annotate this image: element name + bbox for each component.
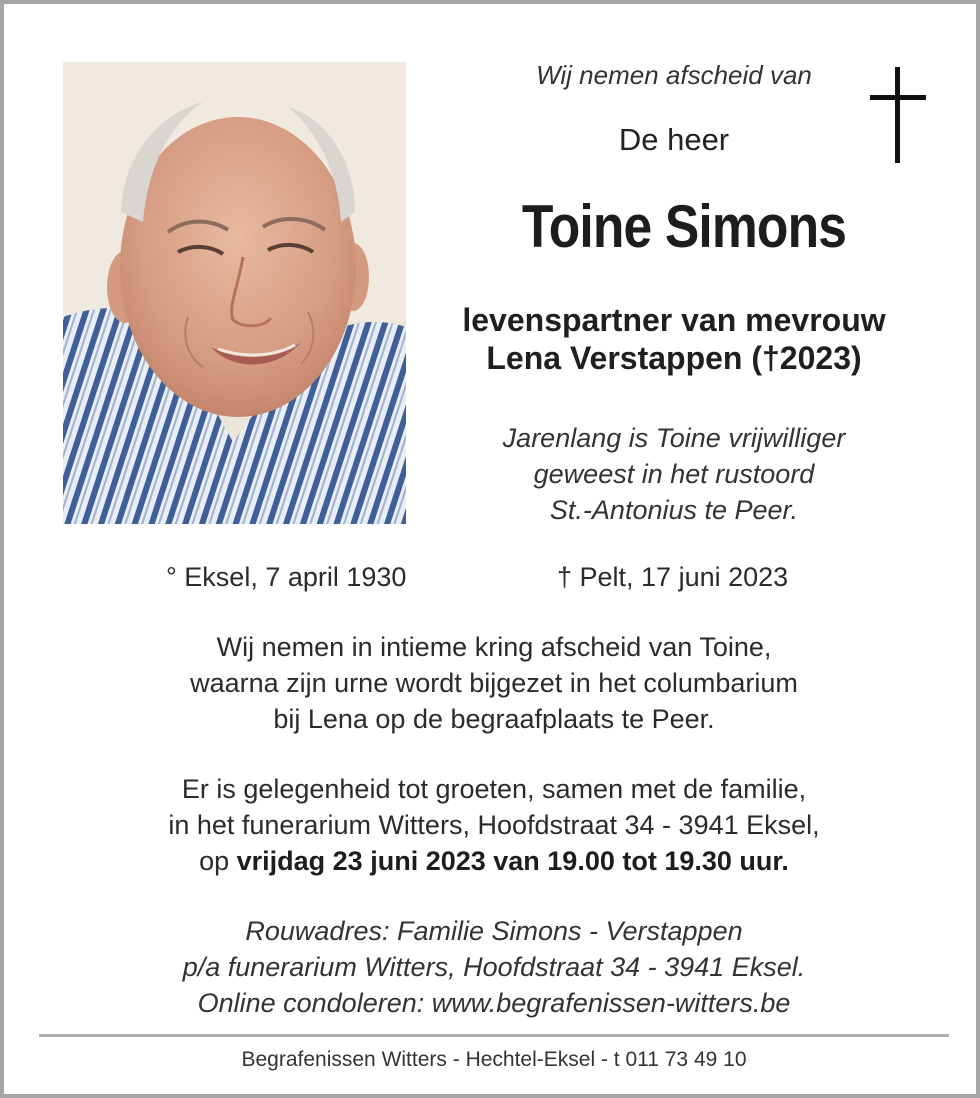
intro-text: Wij nemen afscheid van (536, 60, 812, 90)
portrait-photo (63, 62, 406, 524)
volunteer-note (434, 420, 914, 528)
visitation-line: Er is gelegenheid tot groeten, samen met de familie, (181, 774, 807, 804)
footer-divider (39, 1034, 949, 1037)
condolence-link[interactable]: Online condoleren: www.begrafenissen-witters.be (197, 988, 791, 1018)
footer-text: Begrafenissen Witters - Hechtel-Eksel - t 011 73 49 10 (241, 1048, 747, 1071)
ceremony-line: Wij nemen in intieme kring afscheid van Toine, (216, 632, 772, 662)
honorific-title: De heer (618, 122, 730, 157)
visitation-date: vrijdag 23 juni 2023 van 19.00 tot 19.30 uur. (236, 846, 789, 876)
note-line: St.-Antonius te Peer. (549, 495, 799, 525)
note-line: geweest in het rustoord (533, 459, 815, 489)
ceremony-paragraph (64, 629, 924, 737)
ceremony-line: bij Lena op de begraafplaats te Peer. (273, 704, 715, 734)
deceased-name: Toine Simons (521, 193, 847, 260)
visitation-prefix: op (199, 846, 230, 876)
address-line: Rouwadres: Familie Simons - Verstappen (245, 916, 743, 946)
ceremony-line: waarna zijn urne wordt bijgezet in het columbarium (190, 668, 798, 698)
address-line: p/a funerarium Witters, Hoofdstraat 34 - 3941 Eksel. (182, 952, 806, 982)
partner-block (414, 301, 934, 377)
mourning-address (64, 913, 924, 1021)
visitation-paragraph (64, 771, 924, 879)
cross-icon (870, 67, 926, 163)
death-info: † Pelt, 17 juni 2023 (557, 562, 789, 592)
visitation-line: in het funerarium Witters, Hoofdstraat 34 - 3941 Eksel, (168, 810, 820, 840)
birth-info: ° Eksel, 7 april 1930 (166, 562, 407, 592)
visitation-date-line (64, 843, 924, 879)
partner-name-line: Lena Verstappen (†2023) (486, 340, 862, 376)
note-line: Jarenlang is Toine vrijwilliger (502, 423, 846, 453)
partner-line: levenspartner van mevrouw (462, 302, 886, 338)
